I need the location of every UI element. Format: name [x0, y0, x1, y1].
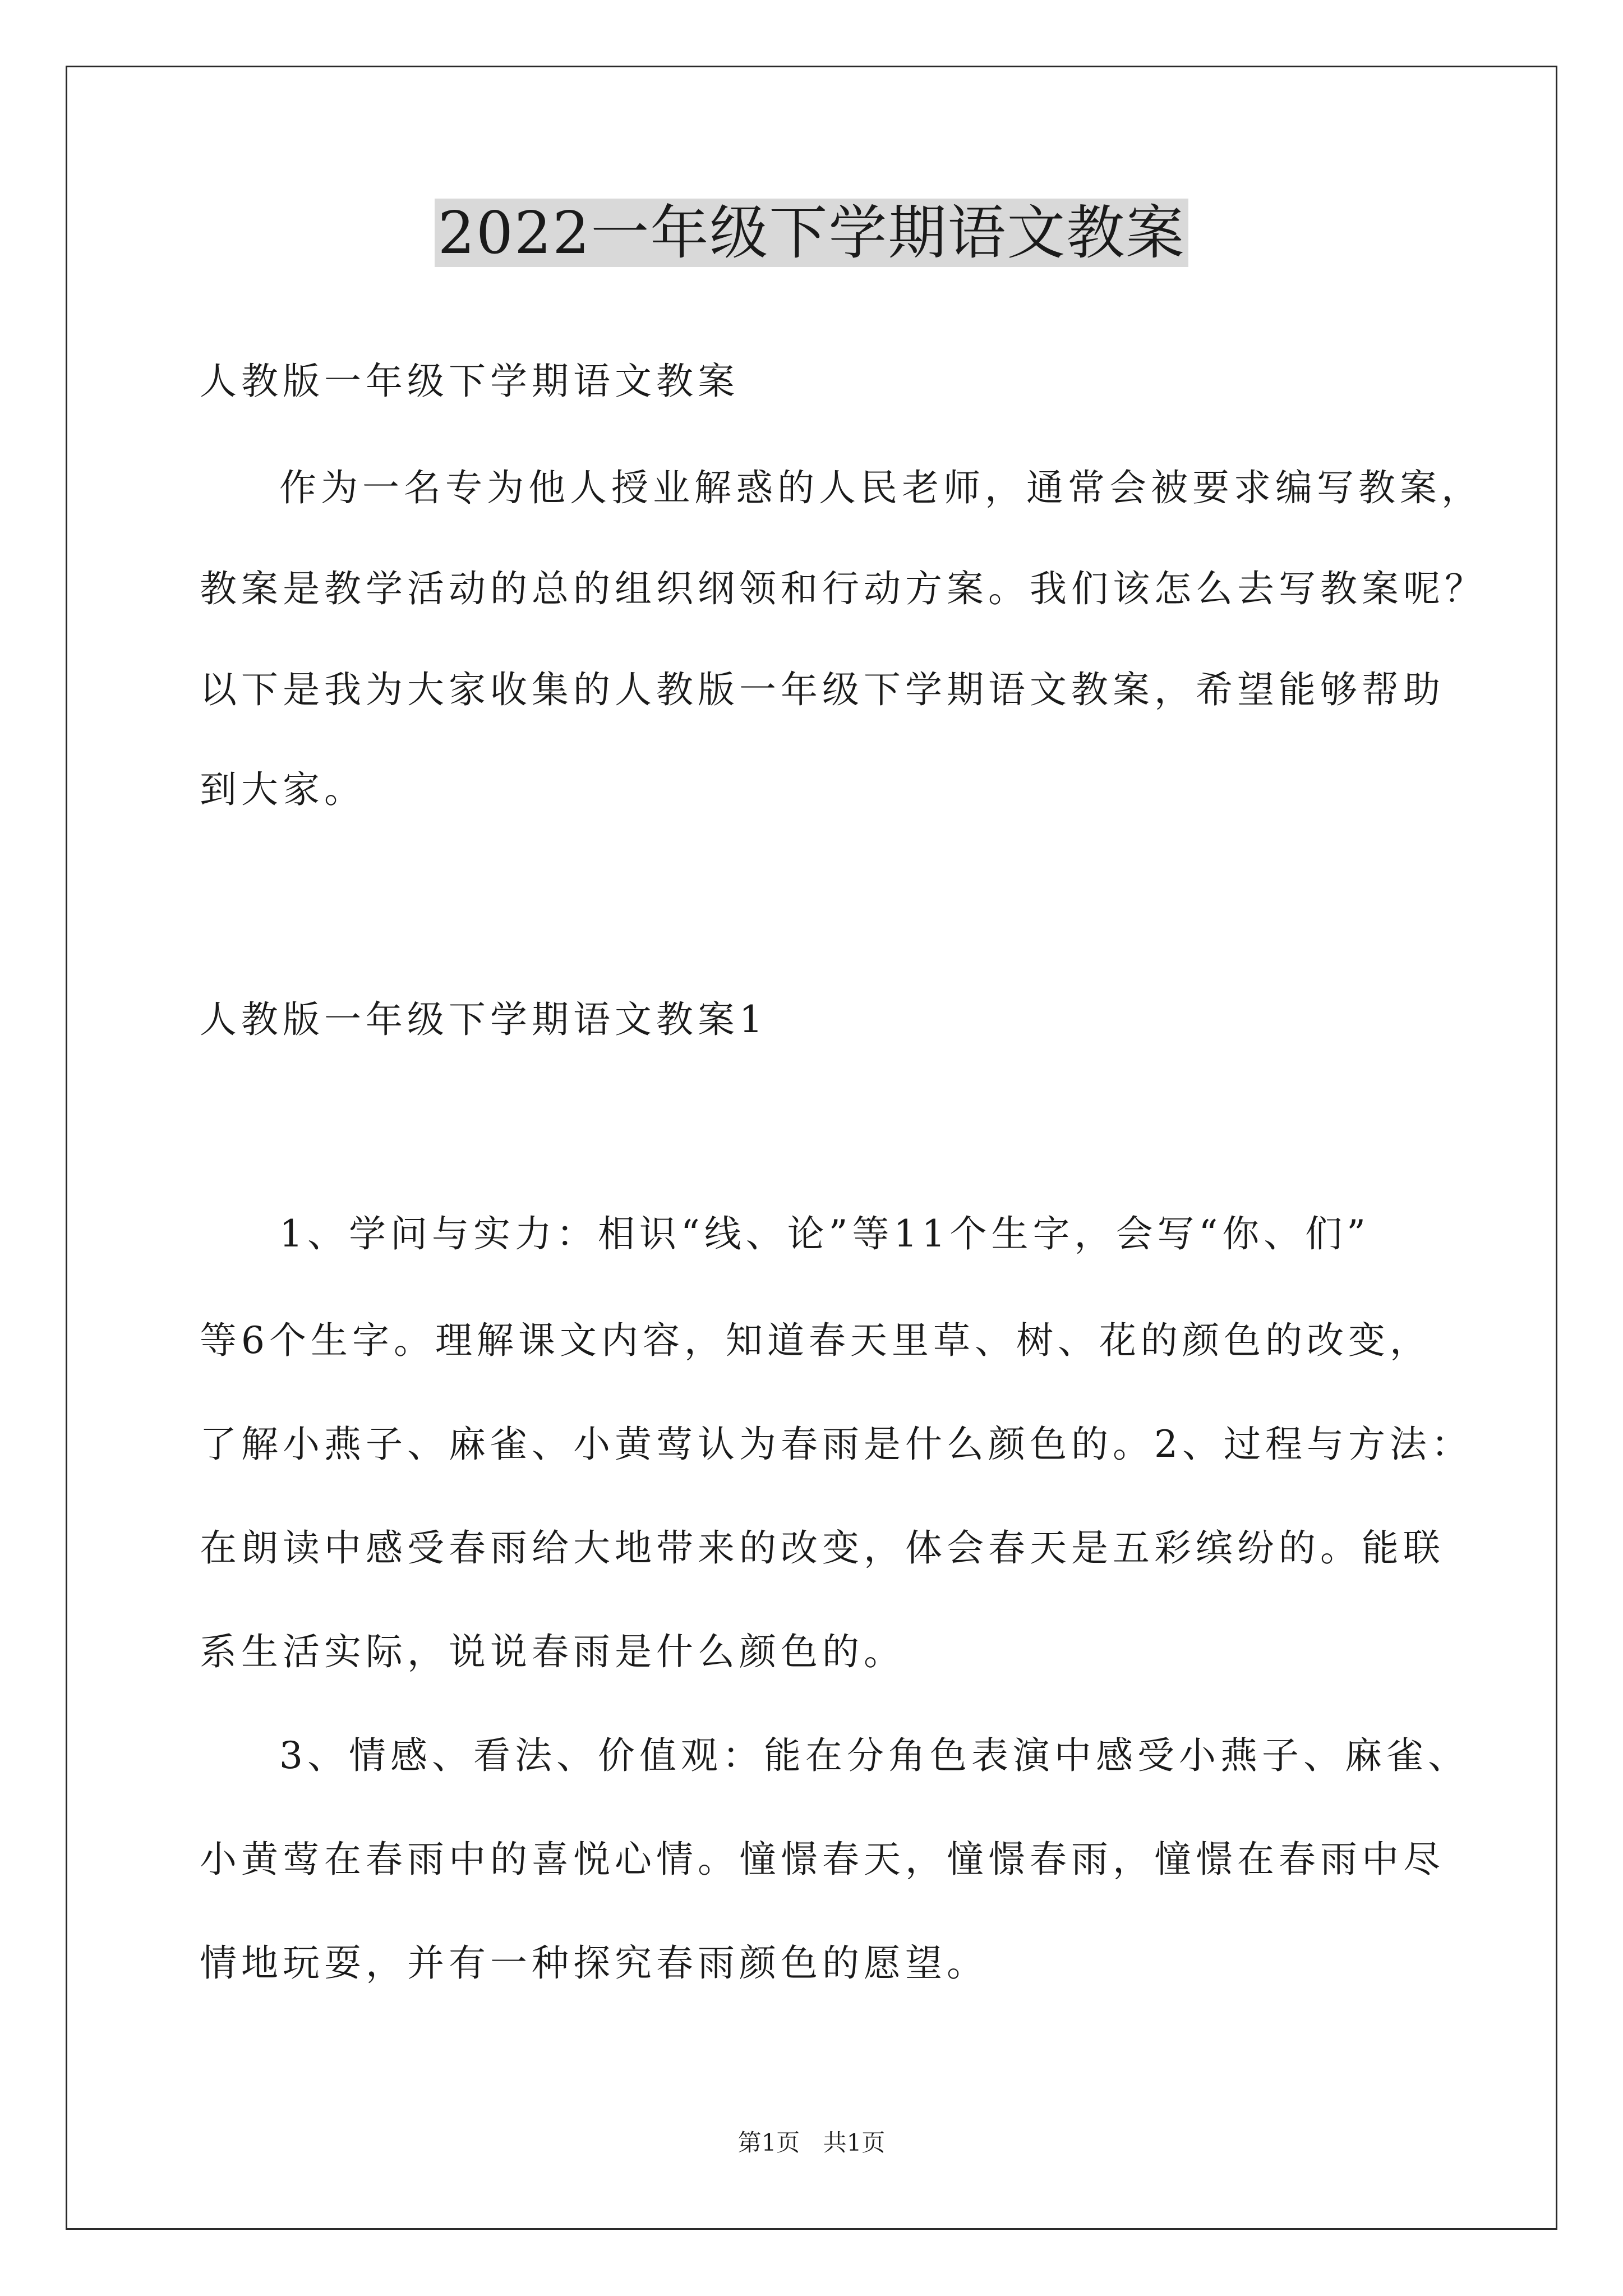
subtitle: 人教版一年级下学期语文教案 [200, 360, 739, 403]
section-line-5: 系生活实际，说说春雨是什么颜色的。 [200, 1630, 905, 1673]
section-line-2: 等6个生字。理解课文内容，知道春天里草、树、花的颜色的改变， [200, 1319, 1431, 1362]
document-title [0, 191, 1623, 275]
section-line-4: 在朗读中感受春雨给大地带来的改变，体会春天是五彩缤纷的。能联 [200, 1526, 1445, 1570]
section-line-3: 了解小燕子、麻雀、小黄莺认为春雨是什么颜色的。2、过程与方法： [200, 1423, 1473, 1466]
page-total: 共1页 [823, 2129, 886, 2156]
page-current: 第1页 [737, 2129, 800, 2156]
section-line-1: 1、学问与实力：相识“线、论”等11个生字，会写“你、们” [279, 1212, 1370, 1255]
document-title-text: 2022一年级下学期语文教案 [435, 199, 1189, 267]
section-line-8: 情地玩耍，并有一种探究春雨颜色的愿望。 [200, 1941, 988, 1985]
section-line-7: 小黄莺在春雨中的喜悦心情。憧憬春天，憧憬春雨，憧憬在春雨中尽 [200, 1838, 1445, 1881]
section-heading: 人教版一年级下学期语文教案1 [200, 998, 767, 1041]
intro-line-2: 教案是教学活动的总的组织纲领和行动方案。我们该怎么去写教案呢？ [200, 567, 1486, 610]
page-footer [0, 2126, 1623, 2160]
intro-line-1: 作为一名专为他人授业解惑的人民老师，通常会被要求编写教案， [279, 466, 1483, 509]
section-line-6: 3、情感、看法、价值观：能在分角色表演中感受小燕子、麻雀、 [279, 1734, 1469, 1777]
intro-line-3: 以下是我为大家收集的人教版一年级下学期语文教案，希望能够帮助 [200, 668, 1445, 711]
intro-line-4: 到大家。 [200, 768, 366, 811]
